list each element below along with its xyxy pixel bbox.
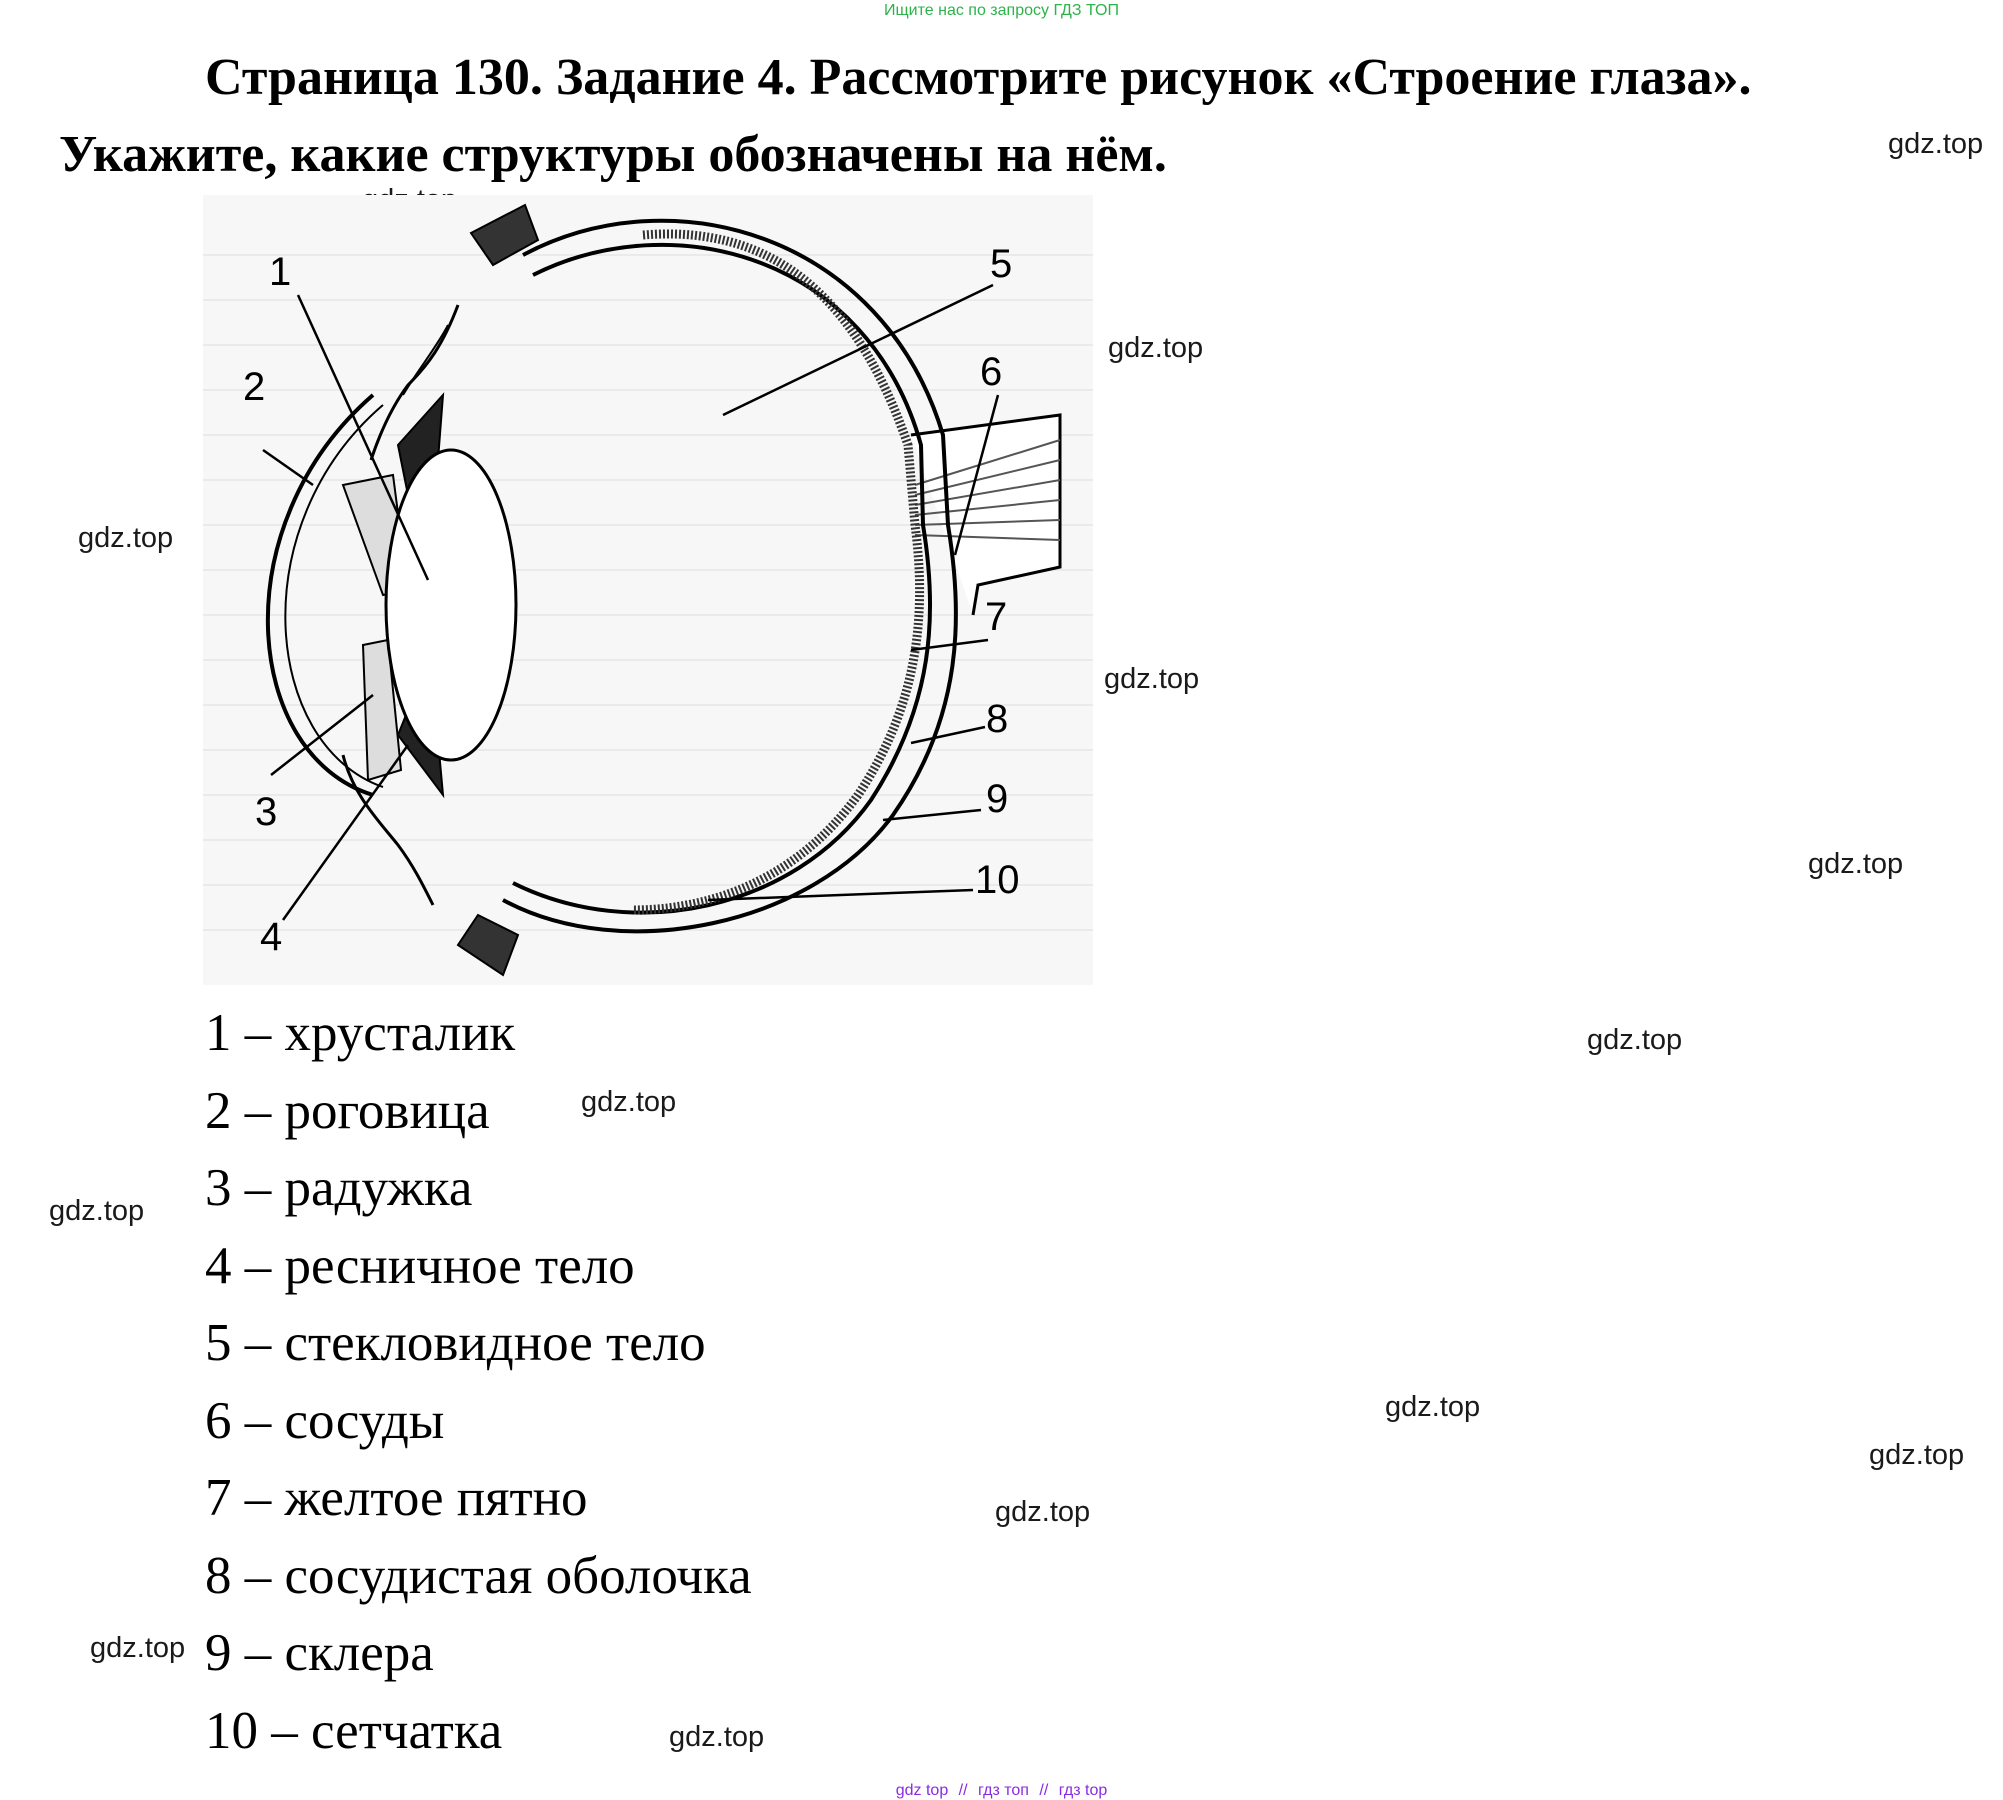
list-item: 4 – ресничное тело	[205, 1236, 635, 1295]
diagram-label-3: 3	[255, 790, 278, 834]
diagram-label-6: 6	[980, 350, 1003, 394]
watermark: gdz.top	[581, 1086, 677, 1118]
footer-separator: //	[1039, 1782, 1049, 1799]
lens	[386, 450, 516, 760]
watermark: gdz.top	[995, 1496, 1091, 1528]
diagram-label-4: 4	[260, 915, 283, 959]
list-item: 6 – сосуды	[205, 1391, 445, 1450]
list-item: 10 – сетчатка	[205, 1701, 503, 1760]
footer-link[interactable]: gdz top	[895, 1782, 949, 1799]
watermark: gdz.top	[1587, 1024, 1683, 1056]
diagram-label-10: 10	[975, 858, 1020, 902]
diagram-label-2: 2	[243, 365, 266, 409]
task-title-line-2: Укажите, какие структуры обозначены на нём.	[59, 126, 1167, 183]
list-item: 2 – роговица	[205, 1081, 490, 1140]
task-title-line-1: Страница 130. Задание 4. Рассмотрите рисунок «Строение глаза».	[205, 49, 1752, 106]
list-item: 1 – хрусталик	[205, 1004, 516, 1062]
watermark: gdz.top	[1869, 1439, 1965, 1471]
footer-link[interactable]: гдз top	[1058, 1782, 1108, 1799]
watermark: gdz.top	[1808, 848, 1904, 880]
watermark: gdz.top	[1888, 128, 1984, 160]
watermark: gdz.top	[1385, 1391, 1481, 1423]
diagram-label-5: 5	[990, 242, 1013, 286]
list-item: 5 – стекловидное тело	[205, 1314, 706, 1372]
answer-list	[205, 995, 752, 1770]
watermark: gdz.top	[1104, 663, 1200, 695]
footer-links	[0, 1782, 2003, 1800]
diagram-label-8: 8	[986, 697, 1009, 741]
list-item: 8 – сосудистая оболочка	[205, 1546, 752, 1605]
eye-structure-diagram	[203, 195, 1093, 985]
diagram-label-7: 7	[985, 595, 1008, 639]
diagram-label-9: 9	[986, 777, 1009, 821]
watermark: gdz.top	[90, 1632, 186, 1664]
footer-separator: //	[958, 1782, 968, 1799]
footer-link[interactable]: гдз топ	[978, 1782, 1029, 1799]
watermark: gdz.top	[78, 522, 174, 554]
list-item: 9 – склера	[205, 1624, 434, 1682]
watermark: gdz.top	[49, 1195, 145, 1227]
list-item: 3 – радужка	[205, 1159, 473, 1217]
top-search-note: Ищите нас по запросу ГДЗ ТОП	[884, 2, 1119, 19]
list-item: 7 – желтое пятно	[205, 1469, 588, 1527]
watermark: gdz.top	[669, 1721, 765, 1753]
diagram-label-1: 1	[269, 250, 292, 294]
watermark: gdz.top	[1108, 332, 1204, 364]
